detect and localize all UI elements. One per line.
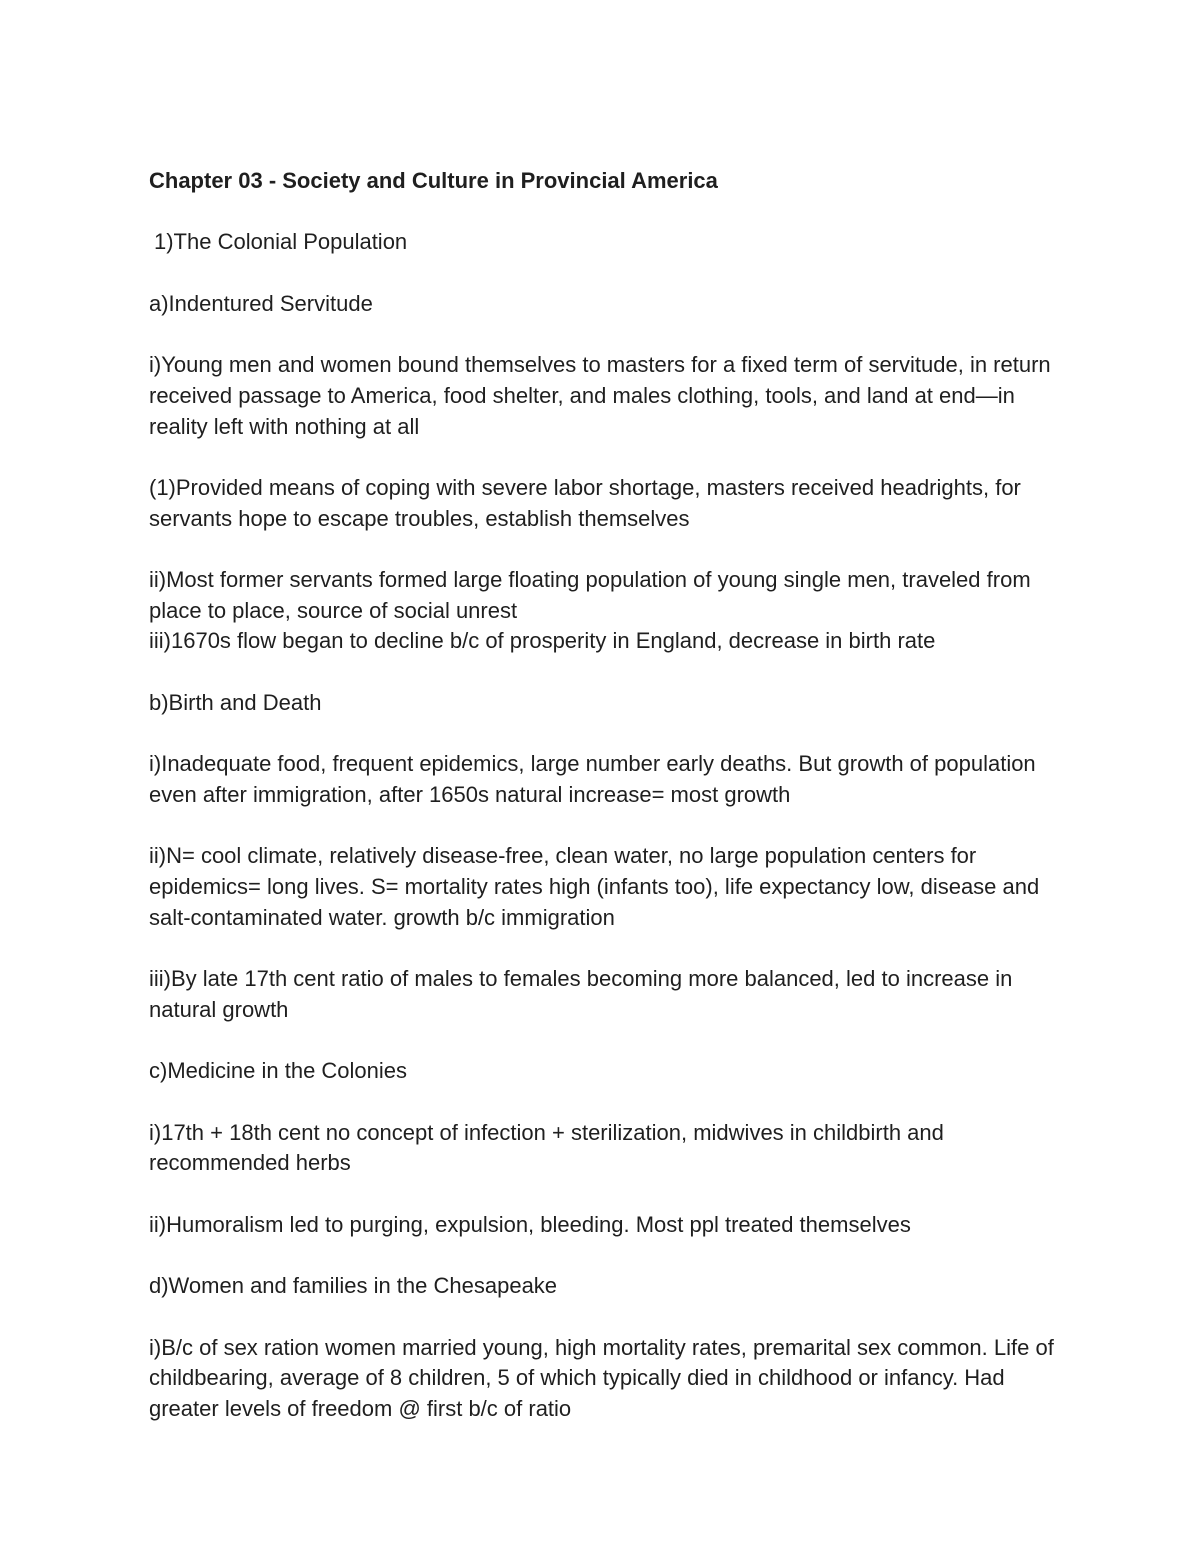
subheading-birth-and-death: b)Birth and Death [149,689,322,715]
subheading-women-and-families: d)Women and families in the Chesapeake [149,1273,558,1299]
paragraph-c-ii: ii)Humoralism led to purging, expulsion, bleeding. Most ppl treated themselves [149,1211,911,1237]
document-page [149,166,1059,1425]
spacer [149,319,1059,350]
spacer [149,1087,1059,1118]
spacer [149,657,1059,688]
spacer [149,534,1059,565]
spacer [149,258,1059,289]
section-heading-colonial-population: 1)The Colonial Population [154,229,408,255]
paragraph-b-ii: ii)N= cool climate, relatively disease-free, clean water, no large population centers for epidemics= long lives. S= mortality rates high (infants too), life expectancy low, disease and salt-contaminated water. growth b/c immigration [149,843,1040,930]
subheading-indentured-servitude: a)Indentured Servitude [149,290,373,316]
paragraph-c-i: i)17th + 18th cent no concept of infection + sterilization, midwives in childbirth and recommended herbs [149,1119,944,1176]
paragraph-a-iii: iii)1670s flow began to decline b/c of prosperity in England, decrease in birth rate [149,628,936,654]
paragraph-d-i: i)B/c of sex ration women married young, high mortality rates, premarital sex common. Life of childbearing, average of 8 children, 5 of which typically died in childhood or infancy. Had greater levels of freedom @ first b/c of ratio [149,1334,1054,1421]
paragraph-a-i-1: (1)Provided means of coping with severe labor shortage, masters received headrights, for servants hope to escape troubles, establish themselves [149,474,1021,531]
paragraph-a-i: i)Young men and women bound themselves to masters for a fixed term of servitude, in return received passage to America, food shelter, and males clothing, tools, and land at end—in reality left with nothing at all [149,352,1051,439]
spacer [149,933,1059,964]
paragraph-a-ii: ii)Most former servants formed large floating population of young single men, traveled from place to place, source of social unrest [149,567,1031,623]
chapter-title: Chapter 03 - Society and Culture in Provincial America [149,168,718,193]
spacer [149,1302,1059,1333]
spacer [149,811,1059,842]
paragraph-b-iii: iii)By late 17th cent ratio of males to females becoming more balanced, led to increase in natural growth [149,966,1013,1022]
subheading-medicine-in-the-colonies: c)Medicine in the Colonies [149,1058,408,1084]
spacer [149,1240,1059,1271]
paragraph-b-i: i)Inadequate food, frequent epidemics, large number early deaths. But growth of population even after immigration, after 1650s natural increase= most growth [149,751,1036,807]
spacer [149,442,1059,473]
spacer [149,1026,1059,1057]
spacer [149,719,1059,750]
spacer [149,197,1059,228]
spacer [149,1179,1059,1210]
